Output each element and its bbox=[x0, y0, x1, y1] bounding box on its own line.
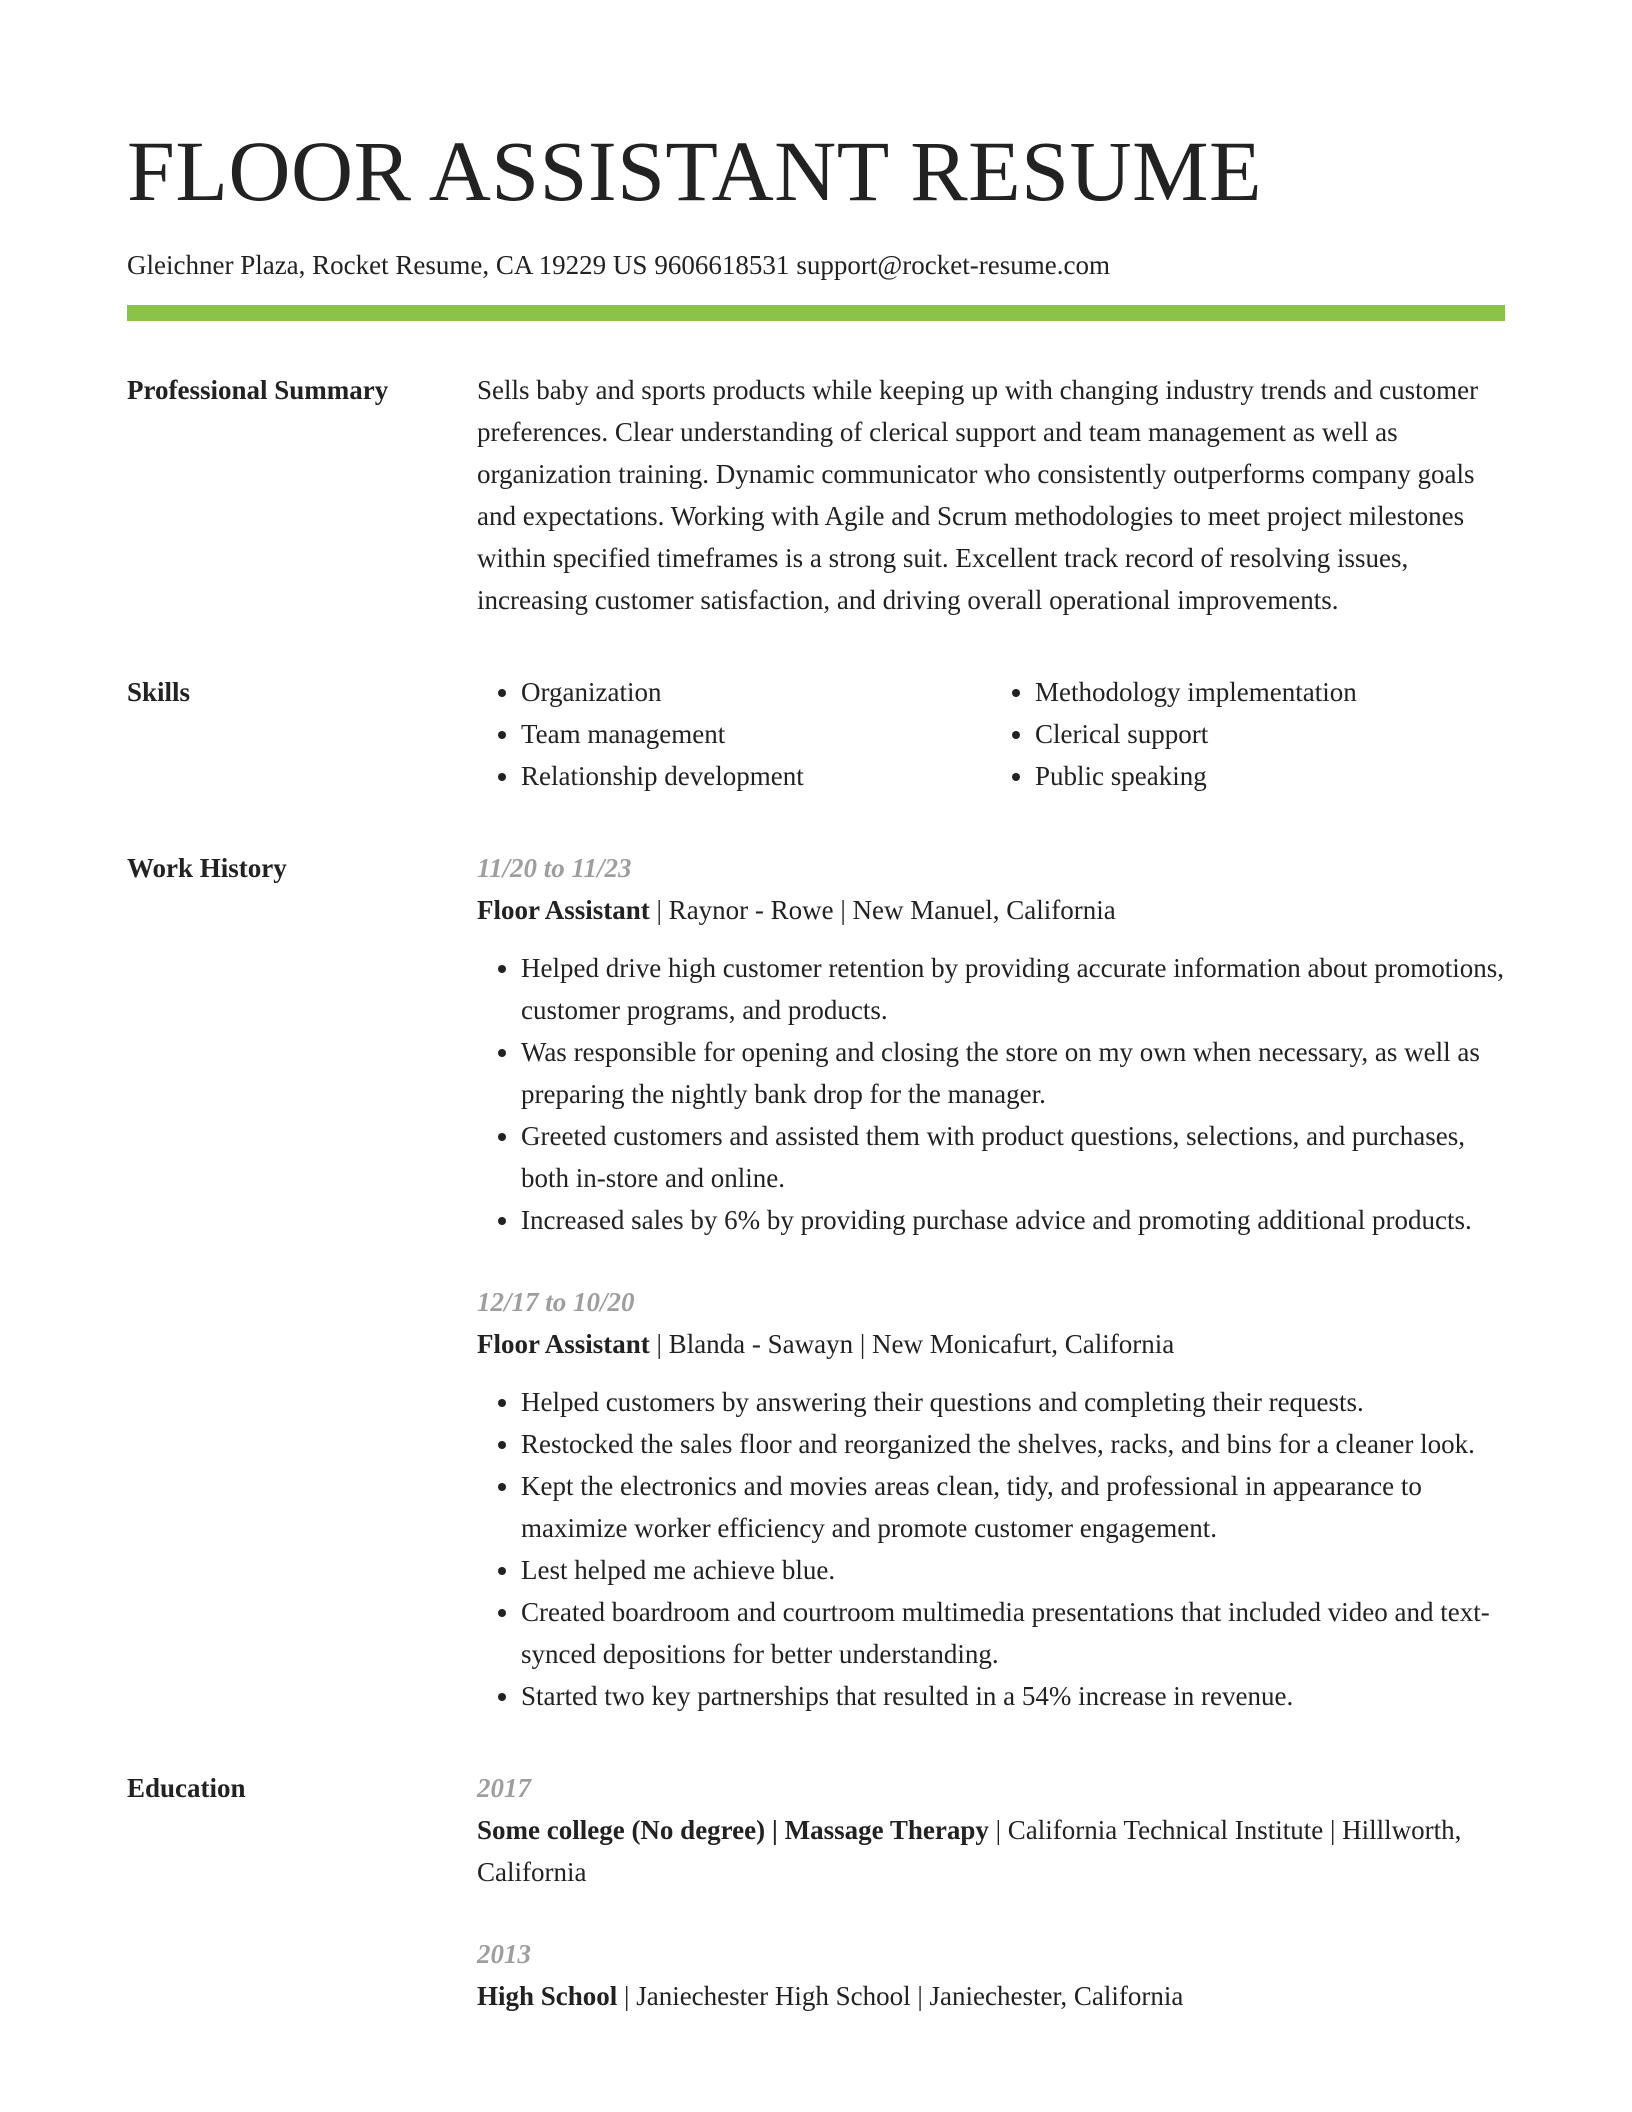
contact-line bbox=[127, 247, 1505, 283]
job-dates: 12/17 to 10/20 bbox=[477, 1287, 635, 1317]
education-degree: Some college (No degree) | Massage Therapy bbox=[477, 1815, 989, 1845]
education-heading-line bbox=[477, 1809, 1505, 1893]
job-heading bbox=[477, 1323, 1505, 1365]
job-bullet: • Helped customers by answering their questions and completing their requests. bbox=[521, 1381, 1505, 1423]
education-year: 2017 bbox=[477, 1773, 531, 1803]
phone: 9606618531 bbox=[654, 250, 790, 280]
job-details: | Blanda - Sawayn | New Monicafurt, California bbox=[649, 1329, 1175, 1359]
skill-item: • Relationship development bbox=[521, 755, 991, 797]
job-bullet: • Lest helped me achieve blue. bbox=[521, 1549, 1505, 1591]
education-degree: High School bbox=[477, 1981, 618, 2011]
job-bullet: • Created boardroom and courtroom multimedia presentations that included video and text-synced depositions for better understanding. bbox=[521, 1591, 1505, 1675]
work-history-list bbox=[477, 847, 1505, 1717]
education-year: 2013 bbox=[477, 1939, 531, 1969]
education-section bbox=[127, 1767, 1505, 2017]
skills-column-left bbox=[477, 671, 991, 797]
summary-heading: Professional Summary bbox=[127, 375, 389, 405]
skills-list bbox=[477, 671, 1505, 797]
job-details: | Raynor - Rowe | New Manuel, California bbox=[649, 895, 1116, 925]
education-details: | California Technical Institute | Hilllworth, California bbox=[477, 1815, 1462, 1887]
job-bullet: • Restocked the sales floor and reorganized the shelves, racks, and bins for a cleaner look. bbox=[521, 1423, 1505, 1465]
job-position: Floor Assistant bbox=[477, 895, 650, 925]
job-bullet: • Was responsible for opening and closing the store on my own when necessary, as well as preparing the nightly bank drop for the manager. bbox=[521, 1031, 1505, 1115]
skill-item: • Organization bbox=[521, 671, 991, 713]
job-heading bbox=[477, 889, 1505, 931]
job-position: Floor Assistant bbox=[477, 1329, 650, 1359]
skill-item: • Methodology implementation bbox=[1035, 671, 1505, 713]
accent-divider bbox=[127, 305, 1505, 321]
job-bullet: • Greeted customers and assisted them with product questions, selections, and purchases, both in-store and online. bbox=[521, 1115, 1505, 1199]
summary-section bbox=[127, 369, 1505, 621]
education-entry bbox=[477, 1933, 1505, 2017]
job-bullets bbox=[477, 947, 1505, 1241]
summary-text: Sells baby and sports products while keeping up with changing industry trends and customer preferences. Clear understanding of clerical support and team management as well as organization training. Dynamic communicator who consistently outperforms company goals and expectations. Working with Agile and Scrum methodologies to meet project milestones within specified timeframes is a strong suit. Excellent track record of resolving issues, increasing customer satisfaction, and driving overall operational improvements. bbox=[477, 375, 1479, 615]
job-bullet: • Helped drive high customer retention by providing accurate information about promotions, customer programs, and products. bbox=[521, 947, 1505, 1031]
skills-column-right bbox=[991, 671, 1505, 797]
education-details: | Janiechester High School | Janiechester, California bbox=[617, 1981, 1184, 2011]
job-bullet: • Kept the electronics and movies areas clean, tidy, and professional in appearance to maximize worker efficiency and promote customer engagement. bbox=[521, 1465, 1505, 1549]
skills-section bbox=[127, 671, 1505, 797]
email[interactable]: support@rocket-resume.com bbox=[796, 250, 1110, 280]
skills-heading: Skills bbox=[127, 677, 191, 707]
skill-item: • Clerical support bbox=[1035, 713, 1505, 755]
job-bullet: • Started two key partnerships that resulted in a 54% increase in revenue. bbox=[521, 1675, 1505, 1717]
education-list bbox=[477, 1767, 1505, 2017]
education-heading: Education bbox=[127, 1773, 246, 1803]
work-history-section bbox=[127, 847, 1505, 1717]
job-dates: 11/20 to 11/23 bbox=[477, 853, 632, 883]
skill-item: • Team management bbox=[521, 713, 991, 755]
work-history-heading: Work History bbox=[127, 853, 287, 883]
job-entry bbox=[477, 1281, 1505, 1717]
resume-title: FLOOR ASSISTANT RESUME bbox=[127, 123, 1263, 219]
education-heading-line bbox=[477, 1975, 1505, 2017]
job-entry bbox=[477, 847, 1505, 1241]
job-bullets bbox=[477, 1381, 1505, 1717]
skill-item: • Public speaking bbox=[1035, 755, 1505, 797]
address: Gleichner Plaza, Rocket Resume, CA 19229 US bbox=[127, 250, 648, 280]
job-bullet: • Increased sales by 6% by providing purchase advice and promoting additional products. bbox=[521, 1199, 1505, 1241]
education-entry bbox=[477, 1767, 1505, 1893]
